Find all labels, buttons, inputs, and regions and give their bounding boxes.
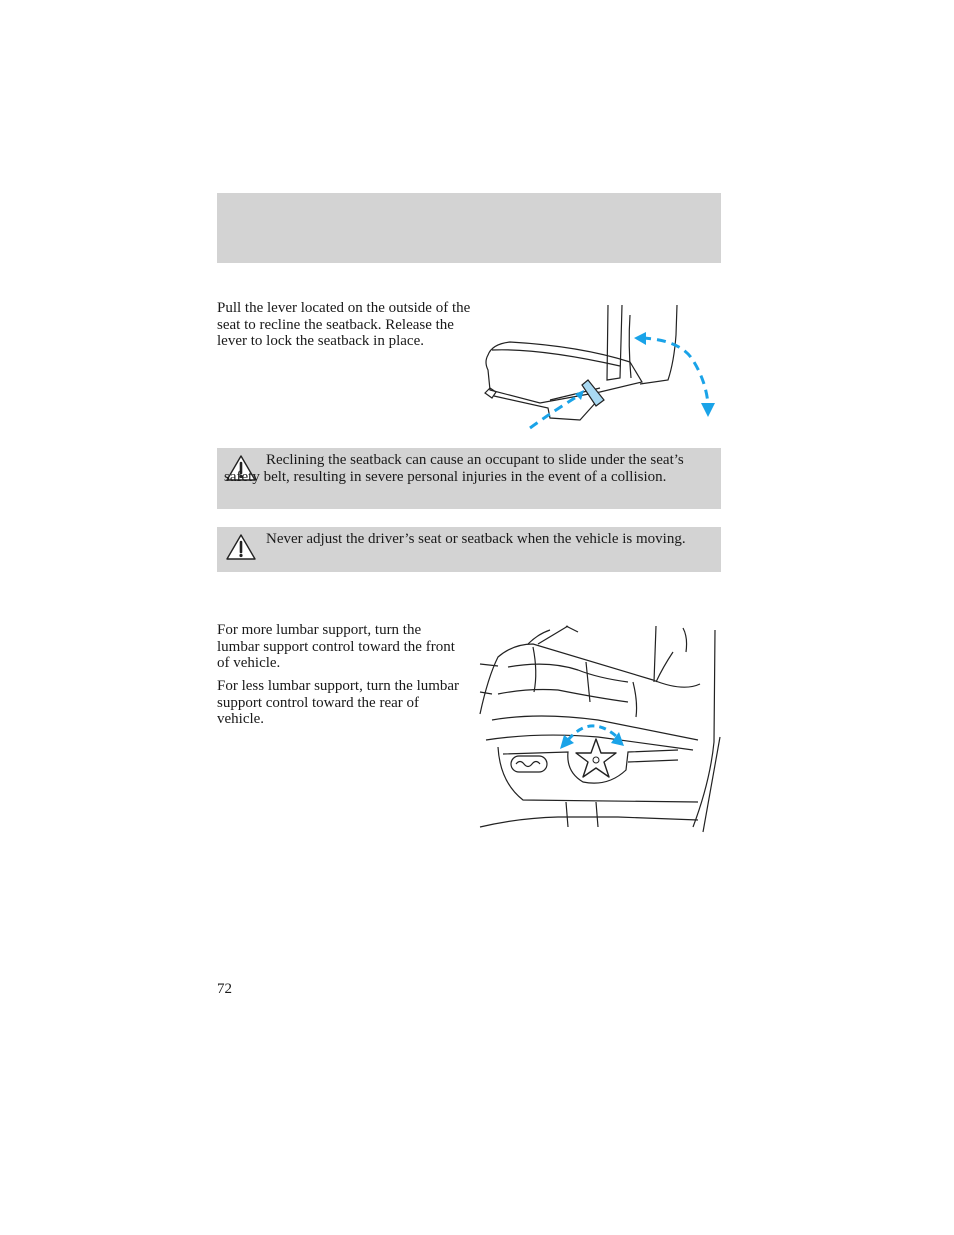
seat-recline-illustration [480, 300, 725, 435]
lumbar-less-instructions: For less lumbar support, turn the lumbar support control toward the rear of vehicle. [217, 678, 460, 727]
warning-box-recline [217, 448, 721, 509]
lumbar-more-instructions: For more lumbar support, turn the lumbar support control toward the front of vehicle. [217, 622, 455, 671]
warning-text: Never adjust the driver’s seat or seatback when the vehicle is moving. [266, 531, 686, 547]
warning-box-driving [217, 527, 721, 572]
recline-instructions: Pull the lever located on the outside of the seat to recline the seatback. Release the lever to lock the seatback in place. [217, 300, 471, 349]
warning-text: Reclining the seatback can cause an occupant to slide under the seat’s safety belt, resulting in severe personal injuries in the event of a collision. [224, 452, 684, 485]
header-bar [217, 193, 721, 263]
lumbar-support-illustration [478, 622, 723, 837]
page-number: 72 [217, 981, 232, 997]
